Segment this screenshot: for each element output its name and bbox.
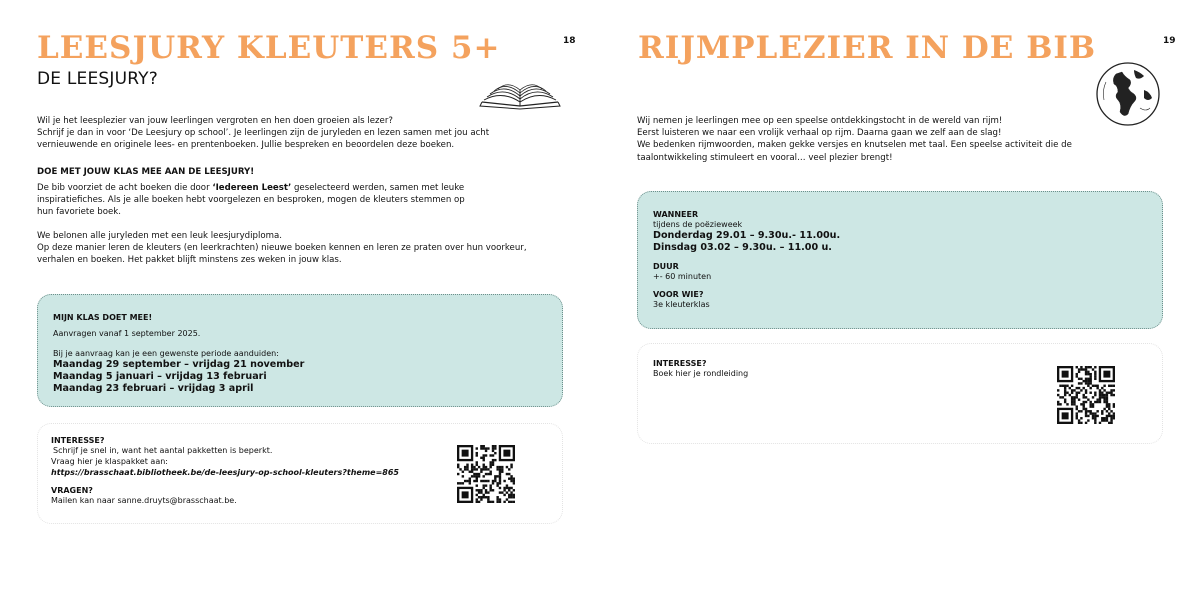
period-item: Maandag 29 september – vrijdag 21 november <box>53 359 305 370</box>
audience-label: VOOR WIE? <box>653 290 704 299</box>
duration-text: +- 60 minuten <box>653 272 712 281</box>
para-line: Op deze manier leren de kleuters (en leerkrachten) nieuwe boeken kennen en leren ze praten over hun voorkeur, <box>37 243 527 254</box>
intro-line: vernieuwende en originele lees- en prentenboeken. Jullie bespreken en beoordelen deze boeken. <box>37 140 455 151</box>
signup-info-box <box>37 294 563 407</box>
qr-code-icon[interactable] <box>457 445 515 503</box>
intro-line: Schrijf je dan in voor ‘De Leesjury op school’. Je leerlingen zijn de juryleden en lezen samen met jou acht <box>37 128 490 139</box>
description-paragraph <box>37 182 567 219</box>
page-title: LEESJURY KLEUTERS 5+ <box>37 30 501 66</box>
open-book-icon <box>478 78 562 110</box>
interest-label: INTERESSE? <box>653 359 707 368</box>
para-line: inspiratiefiches. Als je alle boeken hebt voorgelezen en besproken, mogen de kleuters stemmen op <box>37 195 465 206</box>
para-text: De bib voorziet de acht boeken die door <box>37 183 213 193</box>
contact-text: Mailen kan naar sanne.druyts@brasschaat.be. <box>51 496 237 505</box>
intro-line: We bedenken rijmwoorden, maken gekke versjes en knutselen met taal. Een speelse activiteit die de <box>637 140 1072 151</box>
page-subtitle: DE LEESJURY? <box>37 69 158 89</box>
event-info-box <box>637 191 1163 329</box>
audience-text: 3e kleuterklas <box>653 300 710 309</box>
duration-label: DUUR <box>653 262 679 271</box>
page-title: RIJMPLEZIER IN DE BIB <box>638 30 1097 66</box>
section-heading: DOE MET JOUW KLAS MEE AAN DE LEESJURY! <box>37 167 255 177</box>
interest-box <box>37 423 563 524</box>
period-item: Maandag 5 januari – vrijdag 13 februari <box>53 371 267 382</box>
interest-text: Schrijf je snel in, want het aantal pakketten is beperkt. <box>53 446 273 455</box>
signup-label: MIJN KLAS DOET MEE! <box>53 313 153 322</box>
intro-line: Wij nemen je leerlingen mee op een speelse ontdekkingstocht in de wereld van rijm! <box>637 116 1003 126</box>
page-number: 18 <box>563 36 576 46</box>
booking-text[interactable]: Boek hier je rondleiding <box>653 369 749 378</box>
para-line: verhalen en boeken. Het pakket blijft minstens zes weken in jouw klas. <box>37 255 342 266</box>
event-date: Dinsdag 03.02 – 9.30u. – 11.00 u. <box>653 242 832 253</box>
period-item: Maandag 23 februari – vrijdag 3 april <box>53 383 254 394</box>
when-label: WANNEER <box>653 210 699 219</box>
para-bold-text: ‘Iedereen Leest’ <box>212 183 292 193</box>
event-date: Donderdag 29.01 – 9.30u.- 11.00u. <box>653 230 841 241</box>
signup-instructions: Bij je aanvraag kan je een gewenste periode aanduiden: <box>53 349 279 358</box>
page-number: 19 <box>1163 36 1176 46</box>
questions-label: VRAGEN? <box>51 486 93 495</box>
when-text: tijdens de poëzieweek <box>653 220 743 229</box>
intro-paragraph <box>637 115 1107 164</box>
para-text: geselecteerd werden, samen met leuke <box>291 183 465 193</box>
interest-label: INTERESSE? <box>51 436 105 445</box>
interest-box <box>637 343 1163 444</box>
para-line: hun favoriete boek. <box>37 207 122 218</box>
interest-text: Vraag hier je klaspakket aan: <box>51 457 168 466</box>
reward-paragraph <box>37 230 577 267</box>
intro-line: Wil je het leesplezier van jouw leerlingen vergroten en hen doen groeien als lezer? <box>37 116 393 126</box>
signup-link[interactable]: https://brasschaat.bibliotheek.be/de-leesjury-op-school-kleuters?theme=865 <box>51 468 399 477</box>
right-page <box>600 0 1200 600</box>
para-line: We belonen alle juryleden met een leuk leesjurydiploma. <box>37 231 282 241</box>
signup-date: Aanvragen vanaf 1 september 2025. <box>53 329 201 338</box>
intro-line: Eerst luisteren we naar een vrolijk verhaal op rijm. Daarna gaan we zelf aan de slag! <box>637 128 1002 139</box>
intro-line: taalontwikkeling stimuleert en vooral… veel plezier brengt! <box>637 152 893 163</box>
intro-paragraph <box>37 115 557 152</box>
qr-code-icon[interactable] <box>1057 366 1115 424</box>
